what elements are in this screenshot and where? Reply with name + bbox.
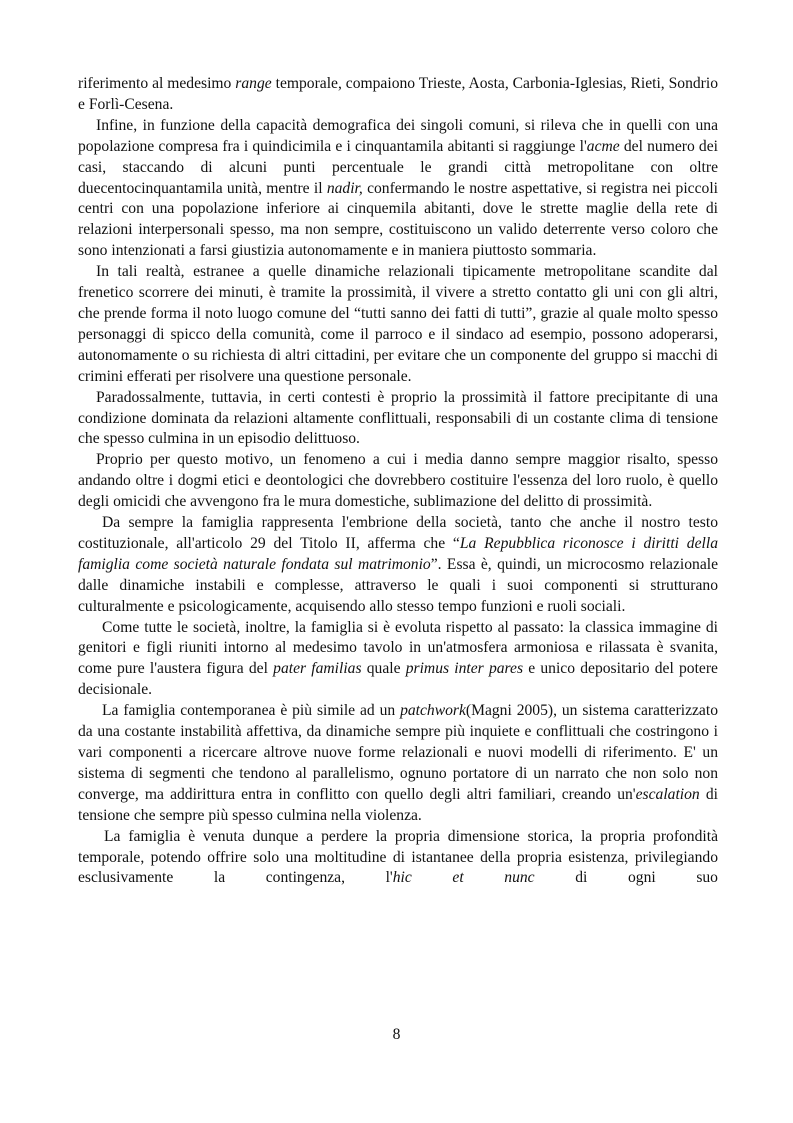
paragraph-4 [78,388,718,451]
paragraph-1 [78,74,718,116]
paragraph-5 [78,450,718,513]
italic-term: La Repubblica riconosce i diritti della famiglia come società naturale fondata sul matrimonio [78,534,718,573]
paragraph-6 [78,513,718,618]
document-body [78,74,718,889]
text-run: Paradossalmente, tuttavia, in certi contesti è proprio la prossimità il fattore precipitante di una condizione dominata da relazioni altamente conflittuali, responsabili di un costante clima di tensione che spesso culmina in un episodio delittuoso. [78,388,718,448]
italic-term: hic et nunc [392,869,535,887]
paragraph-2 [78,116,718,262]
text-run: temporale, compaiono Trieste, Aosta, Carbonia-Iglesias, Rieti, Sondrio e Forlì-Cesena. [78,75,719,113]
page-number: 8 [392,1026,401,1043]
italic-term: nadir, [326,179,363,197]
text-run: In tali realtà, estranee a quelle dinamiche relazionali tipicamente metropolitane scandite dal frenetico scorrere dei minuti, è tramite la prossimità, il vivere a stretto contatto gli uni con gli altri, che prende forma il noto luogo comune del “tutti sanno dei fatti di tutti”, grazie al quale molto spesso personaggi di spicco della comunità, come il parroco e il sindaco ad esempio, possono adoperarsi, autonomamente o su richiesta di altri cittadini, per evitare che un componente del gruppo si macchi di crimini efferati per risolvere una questione personale. [78,263,718,385]
text-run: di tensione che sempre più spesso culmina nella violenza. [78,785,718,824]
text-run: Proprio per questo motivo, un fenomeno a cui i media danno sempre maggior risalto, spesso andando oltre i dogmi etici e deontologici che dovrebbero costituire l'essenza del loro ruolo, è quello degli omicidi che avvengono fra le mura domestiche, sublimazione del delitto di prossimità. [78,451,718,511]
italic-term: range [235,75,272,92]
paragraph-7 [78,618,718,702]
italic-term: patchwork [400,702,466,720]
italic-term: escalation [635,785,700,803]
text-run: e unico depositario del potere decisionale. [78,660,718,699]
text-run: di ogni suo [534,869,718,887]
text-run: (Magni 2005), un sistema caratterizzato da una costante instabilità affettiva, da dinamiche sempre più inquiete e conflittuali che costringono i vari componenti a ricercare altrove nuove forme relazionali e nuovi modelli di riferimento. E' un sistema di segmenti che tendono al parallelismo, ognuno portatore di un narrato che non solo non converge, ma addirittura entra in conflitto con quello degli altri familiari, creando un' [78,702,718,803]
text-run: riferimento al medesimo [78,75,236,92]
italic-term: pater familias [273,660,362,678]
italic-term: primus inter pares [405,660,524,678]
text-run: ”. Essa è, quindi, un microcosmo relazionale dalle dinamiche instabili e complesse, attraverso le quali i suoi componenti si strutturano culturalmente e psicologicamente, acquisendo allo stesso tempo funzioni e ruoli sociali. [78,555,718,615]
paragraph-3 [78,262,718,387]
text-run: Infine, in funzione della capacità demografica dei singoli comuni, si rileva che in quelli con una popolazione compresa fra i quindicimila e i cinquantamila abitanti si raggiunge l' [78,116,718,155]
text-run: Come tutte le società, inoltre, la famiglia si è evoluta rispetto al passato: la classica immagine di genitori e figli riuniti intorno al medesimo tavolo in un'atmosfera armoniosa e rilassata è svanita, come pure l'austera figura del [78,618,718,678]
text-run: Da sempre la famiglia rappresenta l'embrione della società, tanto che anche il nostro testo costituzionale, all'articolo 29 del Titolo II, afferma che “ [78,514,718,552]
text-run: confermando le nostre aspettative, si registra nei piccoli centri con una popolazione inferiore ai cinquemila abitanti, dove le strette maglie della rete di relazioni interpersonali spesso, ma non sempre, costituiscono un valido deterrente verso coloro che sono intenzionati a farsi giustizia autonomamente e in maniera piuttosto sommaria. [78,179,718,260]
text-run: La famiglia è venuta dunque a perdere la propria dimensione storica, la propria profondità temporale, potendo offrire solo una moltitudine di istantanee della propria esistenza, privilegiando esclusivamente la contingenza, l' [78,827,718,887]
paragraph-8 [78,701,718,826]
text-run: La famiglia contemporanea è più simile ad un [102,702,401,720]
text-run: quale [361,660,406,678]
text-run: del numero dei casi, staccando di alcuni punti percentuale le grandi città metropolitane con oltre duecentocinquantamila unità, mentre il [78,137,718,197]
paragraph-9 [78,827,718,890]
italic-term: acme [586,137,620,155]
